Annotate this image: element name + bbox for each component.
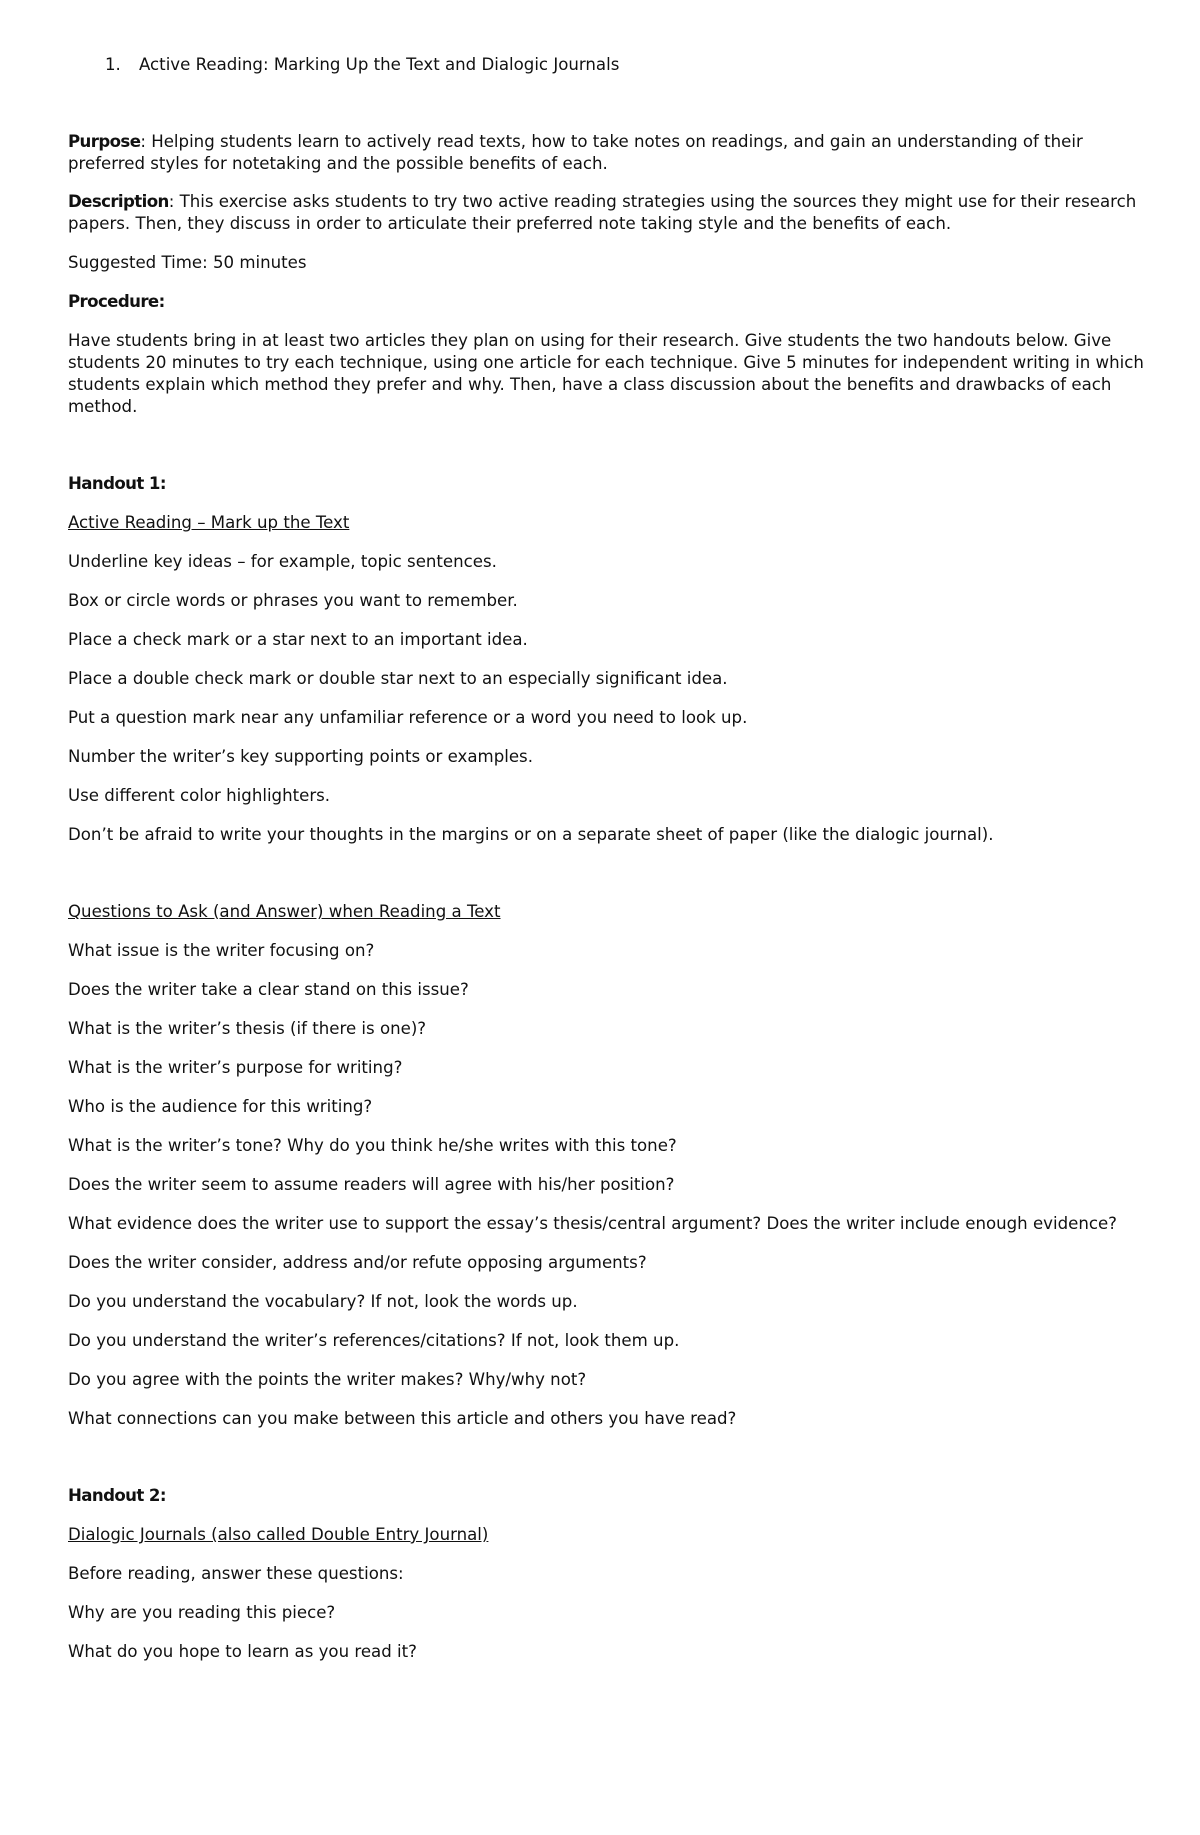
question-item: Do you agree with the points the writer makes? Why/why not? bbox=[68, 1370, 587, 1389]
description-text: : This exercise asks students to try two active reading strategies using the sources they might use for their research papers. Then, they discuss in order to articulate their preferred note taking style and the benefits of each. bbox=[68, 192, 1137, 233]
procedure-text: Have students bring in at least two articles they plan on using for their research. Give students the two handouts below. Give students 20 minutes to try each technique, using one article for each technique. Give 5 minutes for independent writing in which students explain which method they prefer and why. Then, have a class discussion about the benefits and drawbacks of each method. bbox=[68, 331, 1144, 416]
description-paragraph bbox=[68, 191, 1158, 235]
question-item: Does the writer consider, address and/or refute opposing arguments? bbox=[68, 1253, 647, 1272]
numbered-list-item bbox=[68, 54, 1158, 76]
list-item: Place a double check mark or double star next to an especially significant idea. bbox=[68, 669, 728, 688]
question-item: What is the writer’s tone? Why do you think he/she writes with this tone? bbox=[68, 1136, 677, 1155]
question-item: Does the writer seem to assume readers will agree with his/her position? bbox=[68, 1175, 675, 1194]
list-item: Don’t be afraid to write your thoughts in the margins or on a separate sheet of paper (like the dialogic journal). bbox=[68, 825, 994, 844]
list-item: Use different color highlighters. bbox=[68, 786, 331, 805]
list-number: 1. bbox=[105, 55, 121, 74]
mark-up-list bbox=[68, 551, 1158, 846]
question-item: Does the writer take a clear stand on this issue? bbox=[68, 980, 469, 999]
question-item: Do you understand the writer’s references/citations? If not, look them up. bbox=[68, 1331, 680, 1350]
list-item: Place a check mark or a star next to an important idea. bbox=[68, 630, 528, 649]
journal-list bbox=[68, 1563, 1158, 1663]
questions-list bbox=[68, 940, 1158, 1430]
purpose-paragraph bbox=[68, 131, 1158, 175]
document-page bbox=[68, 54, 1158, 1663]
question-item: What is the writer’s purpose for writing? bbox=[68, 1058, 403, 1077]
list-item: Put a question mark near any unfamiliar reference or a word you need to look up. bbox=[68, 708, 748, 727]
list-item: Before reading, answer these questions: bbox=[68, 1564, 404, 1583]
questions-heading: Questions to Ask (and Answer) when Reading a Text bbox=[68, 902, 501, 921]
handout-1-heading: Handout 1: bbox=[68, 474, 166, 493]
purpose-label: Purpose bbox=[68, 132, 141, 151]
purpose-text: : Helping students learn to actively read texts, how to take notes on readings, and gain an understanding of their preferred styles for notetaking and the possible benefits of each. bbox=[68, 132, 1083, 173]
suggested-time: Suggested Time: 50 minutes bbox=[68, 253, 307, 272]
description-label: Description bbox=[68, 192, 169, 211]
list-item: Underline key ideas – for example, topic sentences. bbox=[68, 552, 497, 571]
list-item: Number the writer’s key supporting points or examples. bbox=[68, 747, 533, 766]
list-item: What do you hope to learn as you read it? bbox=[68, 1642, 417, 1661]
list-item: Box or circle words or phrases you want to remember. bbox=[68, 591, 518, 610]
question-item: What connections can you make between this article and others you have read? bbox=[68, 1409, 737, 1428]
question-item: Who is the audience for this writing? bbox=[68, 1097, 373, 1116]
handout-2-subheading: Dialogic Journals (also called Double Entry Journal) bbox=[68, 1525, 489, 1544]
question-item: What is the writer’s thesis (if there is one)? bbox=[68, 1019, 427, 1038]
question-item: Do you understand the vocabulary? If not, look the words up. bbox=[68, 1292, 578, 1311]
procedure-label: Procedure: bbox=[68, 292, 165, 311]
handout-2-heading: Handout 2: bbox=[68, 1486, 166, 1505]
section-title: Active Reading: Marking Up the Text and Dialogic Journals bbox=[139, 55, 620, 74]
handout-1-subheading: Active Reading – Mark up the Text bbox=[68, 513, 350, 532]
question-item: What evidence does the writer use to support the essay’s thesis/central argument? Does the writer include enough evidence? bbox=[68, 1214, 1117, 1233]
list-item: Why are you reading this piece? bbox=[68, 1603, 336, 1622]
question-item: What issue is the writer focusing on? bbox=[68, 941, 375, 960]
